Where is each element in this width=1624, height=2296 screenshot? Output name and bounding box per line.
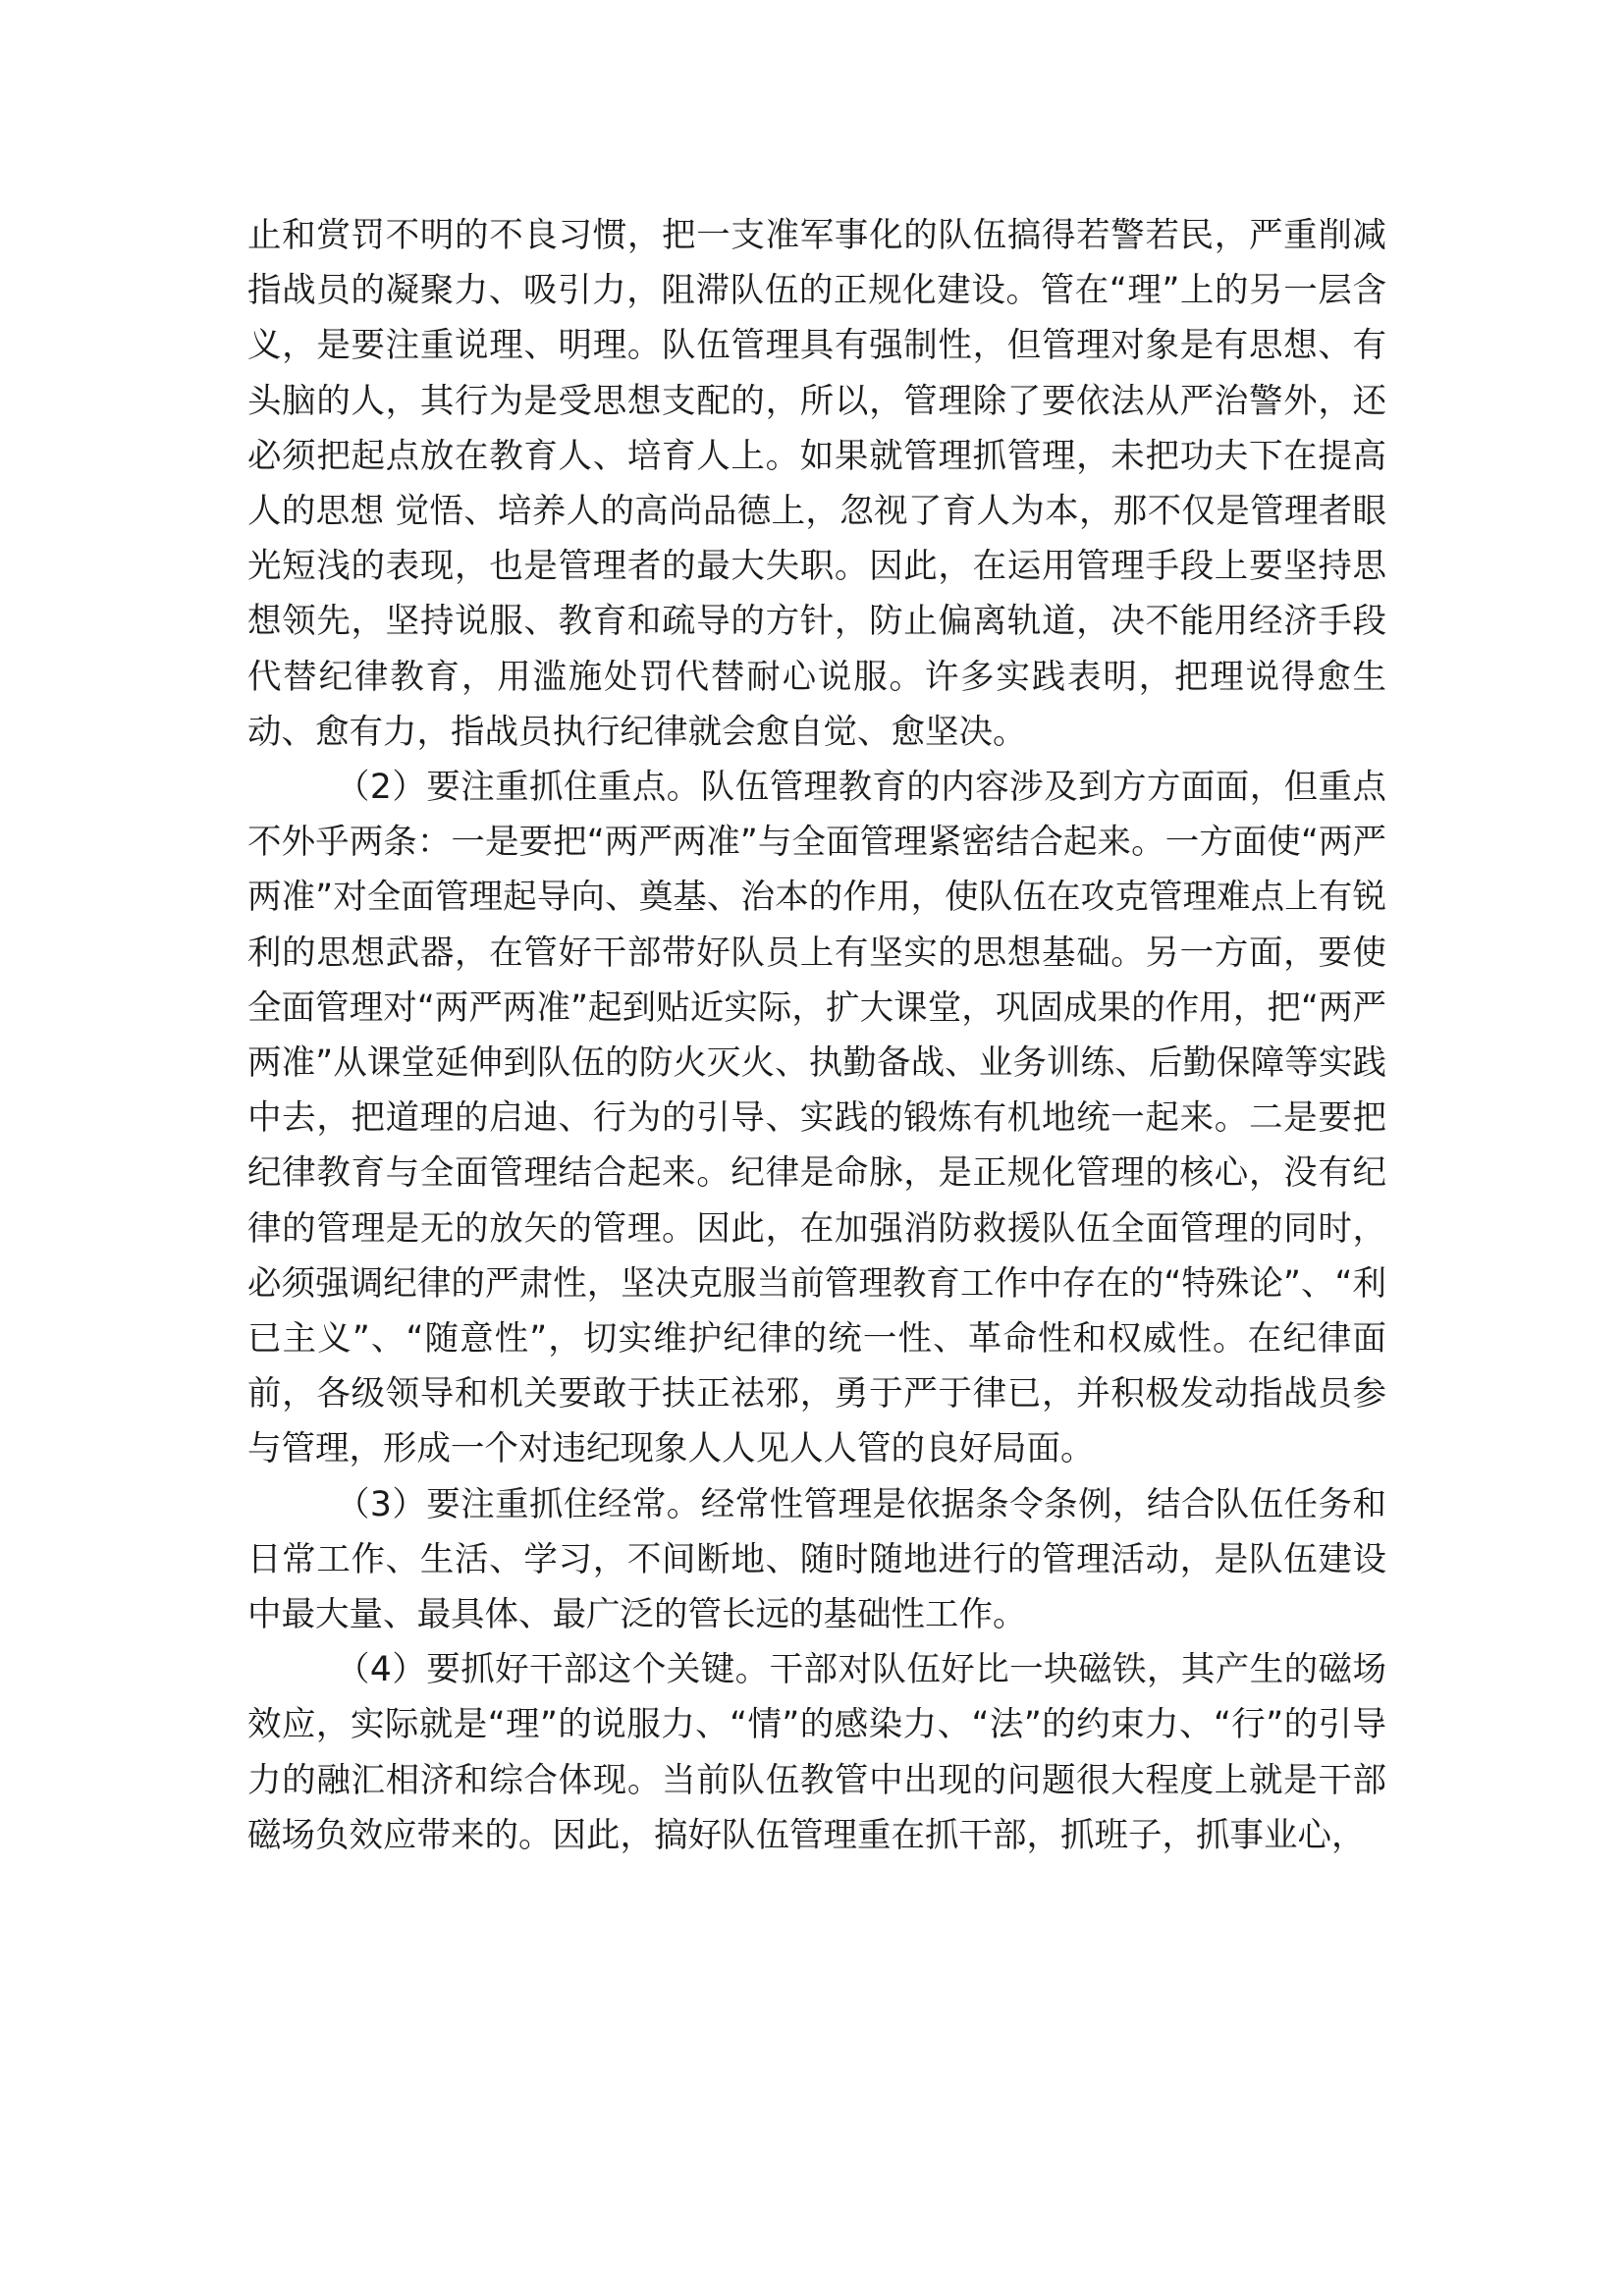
paragraph-cadres-key: （4）要抓好干部这个关键。干部对队伍好比一块磁铁，其产生的磁场效应，实际就是“理”的说服力、“情”的感染力、“法”的约束力、“行”的引导力的融汇相济和综合体现。当前队伍教管中出现的问题很大程度上就是干部磁场负效应带来的。因此，搞好队伍管理重在抓干部，抓班子，抓事业心，	[247, 1650, 1386, 1855]
document-body	[247, 208, 1386, 1863]
paragraph-focus-on-regular-management: （3）要注重抓住经常。经常性管理是依据条令条例，结合队伍任务和日常工作、生活、学习，不间断地、随时随地进行的管理活动，是队伍建设中最大量、最具体、最广泛的管长远的基础性工作。	[247, 1484, 1386, 1635]
paragraph-continuation: 止和赏罚不明的不良习惯，把一支准军事化的队伍搞得若警若民，严重削减指战员的凝聚力、吸引力，阻滞队伍的正规化建设。管在“理”上的另一层含义，是要注重说理、明理。队伍管理具有强制性，但管理对象是有思想、有头脑的人，其行为是受思想支配的，所以，管理除了要依法从严治警外，还必须把起点放在教育人、培育人上。如果就管理抓管理，未把功夫下在提高人的思想 觉悟、培养人的高尚品德上，忽视了育人为本，那不仅是管理者眼光短浅的表现，也是管理者的最大失职。因此，在运用管理手段上要坚持思想领先，坚持说服、教育和疏导的方针，防止偏离轨道，决不能用经济手段代替纪律教育，用滥施处罚代替耐心说服。许多实践表明，把理说得愈生动、愈有力，指战员执行纪律就会愈自觉、愈坚决。	[247, 216, 1386, 752]
paragraph-focus-on-key-points: （2）要注重抓住重点。队伍管理教育的内容涉及到方方面面，但重点不外乎两条：一是要把“两严两准”与全面管理紧密结合起来。一方面使“两严两准”对全面管理起导向、奠基、治本的作用，使队伍在攻克管理难点上有锐利的思想武器，在管好干部带好队员上有坚实的思想基础。另一方面，要使全面管理对“两严两准”起到贴近实际，扩大课堂，巩固成果的作用，把“两严两准”从课堂延伸到队伍的防火灭火、执勤备战、业务训练、后勤保障等实践中去，把道理的启迪、行为的引导、实践的锻炼有机地统一起来。二是要把纪律教育与全面管理结合起来。纪律是命脉，是正规化管理的核心，没有纪律的管理是无的放矢的管理。因此，在加强消防救援队伍全面管理的同时，必须强调纪律的严肃性，坚决克服当前管理教育工作中存在的“特殊论”、“利已主义”、“随意性”，切实维护纪律的统一性、革命性和权威性。在纪律面前，各级领导和机关要敢于扶正祛邪，勇于严于律已，并积极发动指战员参与管理，形成一个对违纪现象人人见人人管的良好局面。	[247, 768, 1386, 1469]
